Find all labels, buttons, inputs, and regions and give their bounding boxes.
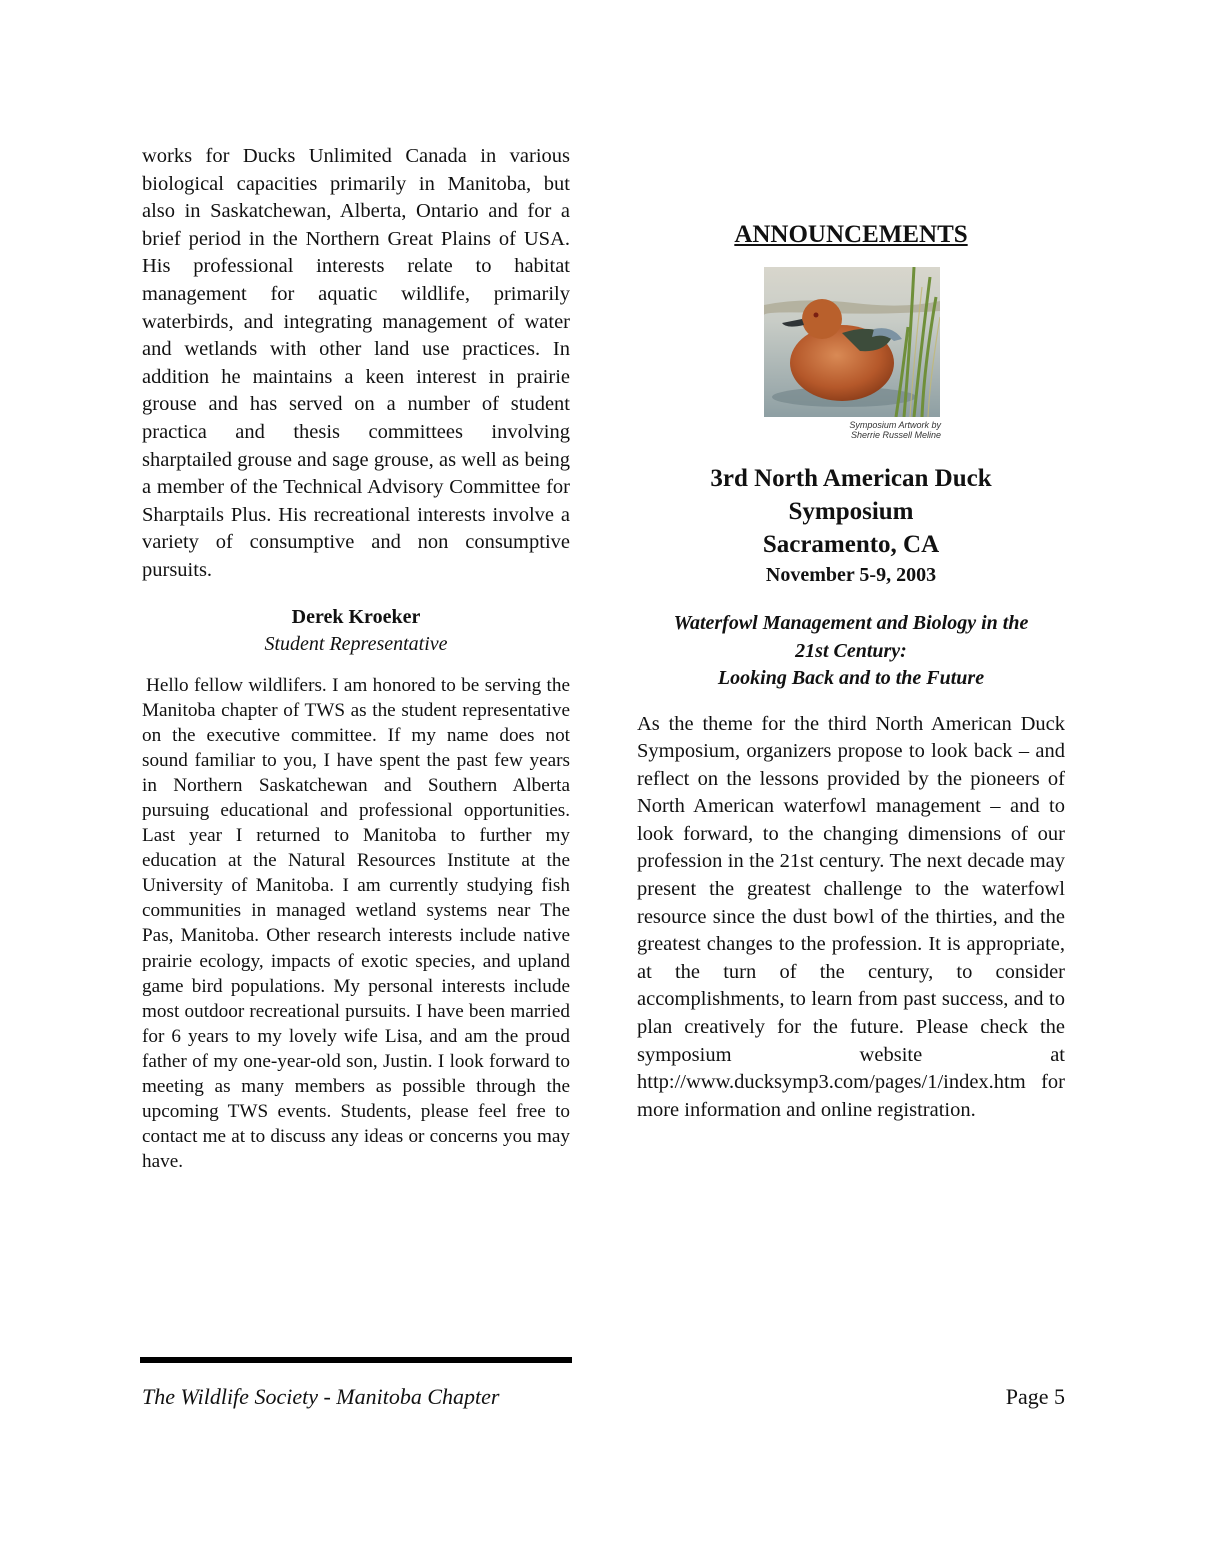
footer-divider <box>140 1357 572 1363</box>
event-theme <box>637 610 1065 693</box>
footer-publication: The Wildlife Society - Manitoba Chapter <box>142 1384 500 1409</box>
profile-section <box>142 604 570 1175</box>
event-theme-line1: Waterfowl Management and Biology in the <box>673 612 1029 634</box>
profile-role: Student Representative <box>264 632 448 655</box>
artwork-caption-line2: Sherrie Russell Meline <box>850 430 941 440</box>
artwork-caption <box>821 420 941 440</box>
event-title-line2: Symposium <box>788 498 914 525</box>
footer-page-number: Page 5 <box>1005 1384 1065 1409</box>
right-column <box>637 220 1065 1124</box>
event-title-line1: 3rd North American Duck <box>710 465 992 492</box>
event-theme-line2: 21st Century: <box>795 639 907 662</box>
event-title-line3: Sacramento, CA <box>762 531 940 558</box>
event-description: As the theme for the third North American Duck Symposium, organizers propose to look back – and reflect on the lessons provided by the pioneers of North American waterfowl management – and to look forward, to the changing dimensions of our profession in the 21st century. The next decade may present the greatest challenge to the waterfowl resource since the dust bowl of the thirties, and the greatest changes to the profession. It is appropriate, at the turn of the century, to consider accomplishments, to learn from past success, and to plan creatively for the future. Please check the symposium website at http://www.ducksymp3.com/pages/1/index.htm for more information and online registration. <box>637 712 1065 1121</box>
artwork-caption-line1: Symposium Artwork by <box>849 420 941 430</box>
event-date: November 5-9, 2003 <box>765 564 937 586</box>
duck-painting-icon <box>764 267 940 417</box>
event-theme-line3: Looking Back and to the Future <box>717 667 985 689</box>
announcements-heading: ANNOUNCEMENTS <box>734 221 968 248</box>
profile-bio: Hello fellow wildlifers. I am honored to be serving the Manitoba chapter of TWS as the student representative on the executive committee. If my name does not sound familiar to you, I have spent the past few years in Northern Saskatchewan and Southern Alberta pursuing educational and professional opportunities. Last year I returned to Manitoba to further my education at the Natural Resources Institute at the University of Manitoba. I am currently studying fish communities in managed wetland systems near The Pas, Manitoba. Other research interests include native prairie ecology, impacts of exotic species, and upland game bird populations. My personal interests include most outdoor recreational pursuits. I have been married for 6 years to my lovely wife Lisa, and am the proud father of my one-year-old son, Justin. I look forward to meeting as many members as possible through the upcoming TWS events. Students, please feel free to contact me at to discuss any ideas or concerns you may have. <box>142 674 570 1173</box>
event-title <box>637 462 1065 561</box>
profile-name: Derek Kroeker <box>291 605 421 628</box>
left-column <box>142 143 570 1174</box>
bio-continued-text: works for Ducks Unlimited Canada in various biological capacities primarily in Manitoba, but also in Saskatchewan, Alberta, Ontario and for a brief period in the Northern Great Plains of USA. His professional interests relate to habitat management for aquatic wildlife, primarily waterbirds, and integrating management of water and wetlands with other land use practices. In addition he maintains a keen interest in prairie grouse and has served on a number of student practica and thesis committees involving sharptailed grouse and sage grouse, as well as being a member of the Technical Advisory Committee for Sharptails Plus. His recreational interests involve a variety of consumptive and non consumptive pursuits. <box>142 145 570 581</box>
